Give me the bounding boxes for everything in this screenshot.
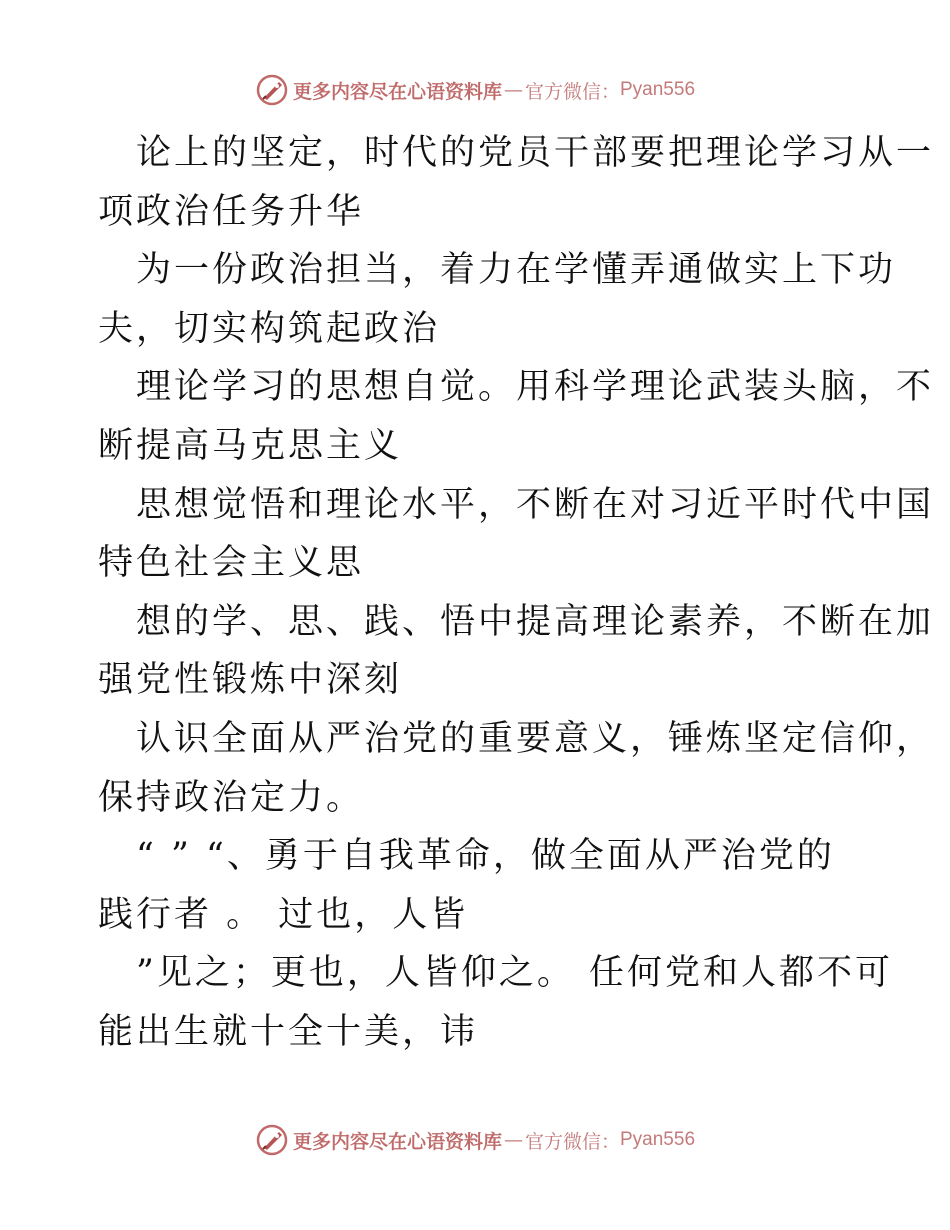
watermark-wechat-label: 官方微信： bbox=[524, 1130, 620, 1153]
watermark-separator: — bbox=[503, 1129, 523, 1151]
watermark-main-text: 更多内容尽在心语资料库 bbox=[292, 1130, 502, 1153]
footer-watermark bbox=[0, 1120, 950, 1160]
text-line: 夫，切实构筑起政治 bbox=[98, 308, 441, 349]
quill-pen-logo-icon bbox=[255, 73, 289, 107]
text-line: ”见之；更也，人皆仰之。 任何党和人都不可 bbox=[136, 953, 894, 994]
watermark-main-text: 更多内容尽在心语资料库 bbox=[292, 80, 502, 103]
text-line: 为一份政治担当，着力在学懂弄通做实上下功 bbox=[136, 250, 897, 291]
document-body bbox=[98, 124, 935, 1062]
text-line: 保持政治定力。 bbox=[98, 777, 365, 818]
watermark-wechat-id: Pyan556 bbox=[620, 1129, 696, 1150]
text-line: 断提高马克思主义 bbox=[98, 425, 403, 466]
text-line: 想的学、思、践、悟中提高理论素养，不断在加 bbox=[136, 601, 935, 642]
text-line: “ ” “、勇于自我革命，做全面从严治党的 bbox=[136, 836, 835, 877]
quill-pen-logo-icon bbox=[255, 1123, 289, 1157]
text-line: 强党性锻炼中深刻 bbox=[98, 660, 403, 701]
text-line: 践行者 。 过也，人皆 bbox=[98, 894, 469, 935]
watermark-wechat-label: 官方微信： bbox=[524, 80, 620, 103]
text-line: 论上的坚定，时代的党员干部要把理论学习从一 bbox=[136, 133, 935, 173]
text-line: 项政治任务升华 bbox=[98, 191, 365, 232]
watermark-wechat-id: Pyan556 bbox=[620, 79, 696, 100]
text-line: 理论学习的思想自觉。用科学理论武装头脑，不 bbox=[136, 367, 935, 408]
text-line: 特色社会主义思 bbox=[98, 543, 365, 584]
text-line: 思想觉悟和理论水平，不断在对习近平时代中国 bbox=[136, 484, 935, 525]
header-watermark bbox=[0, 70, 950, 110]
text-line: 能出生就十全十美，讳 bbox=[98, 1011, 479, 1052]
text-line: 认识全面从严治党的重要意义，锤炼坚定信仰， bbox=[136, 718, 935, 759]
watermark-separator: — bbox=[503, 79, 523, 101]
